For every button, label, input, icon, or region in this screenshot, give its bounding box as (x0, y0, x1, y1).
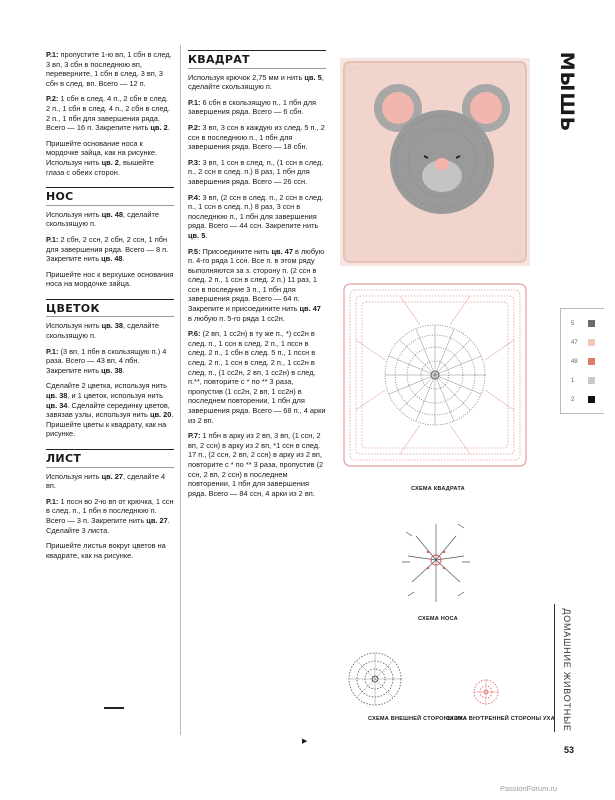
mouse-square-photo (340, 58, 530, 266)
body-paragraph: Р.1: 1 пссн во 2-ю вп от крючка, 1 ссн в след. п., 1 пбн в последнюю п. Всего — 3 п. Закрепите нить цв. 27. Сделайте 3 листа. (46, 496, 174, 535)
section-heading-leaf: ЛИСТ (46, 449, 174, 468)
section-label: ДОМАШНИЕ ЖИВОТНЫЕ (562, 608, 572, 732)
body-paragraph: Используя нить цв. 38, сделайте скользящую п. (46, 321, 159, 341)
body-paragraph: Используя крючок 2,75 мм и нить цв. 5, сделайте скользящую п. (188, 72, 324, 92)
body-paragraph: Сделайте 2 цветка, используя нить цв. 38, и 1 цветок, используя нить цв. 34. Сделайте серединку цветов, завязав узлы, используя нить цв. 20. Пришейте цветы к квадрату, как на рисунке. (46, 381, 174, 439)
article-title: МЫШЬ (556, 51, 578, 133)
page-number: 53 (564, 745, 575, 755)
outer-ear-chart (344, 648, 406, 710)
color-swatch (588, 320, 595, 327)
body-paragraph: Используя нить цв. 27, сделайте 4 вп. (46, 471, 166, 491)
nose-crochet-chart (398, 512, 474, 612)
body-paragraph: Пришейте основание носа к мордочке зайца, как на рисунке. Используя нить цв. 2, вышейте глаза с обеих сторон. (46, 138, 158, 177)
watermark-text: PassionForum.ru (500, 784, 558, 793)
body-paragraph: Р.1: (3 вп, 1 пбн в скользящую п.) 4 раза. Всего — 43 вп, 4 пбн. Закрепите нить цв. 38. (46, 346, 167, 375)
color-swatch (588, 377, 595, 384)
row-instruction: Р.5: Присоедините нить цв. 47 в любую п. 4-го ряда 1 ссн. Все п. в этом ряду выполняются за з. сторону п. (2 ссн в след. 2 п., 1 ссн в след. 2 п.) 11 раз, 1 ссн в последние 3 п., 1 пбн для завершения ряда. Всего — 64 п. Закрепите и присоедините нить цв. 47 в любую п. 5-го ряда 1 сс2н. (188, 246, 325, 323)
yarn-color-legend (560, 308, 604, 414)
color-swatch (588, 339, 595, 346)
caption-outer-ear: СХЕМА ВНЕШНЕЙ СТОРОНЫ УХА (368, 716, 468, 722)
row-instruction: Р.6: (2 вп, 1 сс2н) в ту же п., *) сс2н в след. п., 1 ссн в след. 2 п., 1 пссн в след. 2 п., 1 сбн в след. 5 п., 1 пссн в след. 2 п., 1 ссн в след. 2 п., 1 сс2н в след. п., (1 сс2н, 2 вп, 1 сс2н) в след. п.**, повторите с * по ** 3 раза, пропустив (1 сс2н, 2 вп, 1 сс2н) в последнем повторении, 1 пбн для завершения ряда. Всего — 68 п., 4 арки из 2 вп. (188, 329, 326, 425)
caption-inner-ear: СХЕМА ВНУТРЕННЕЙ СТОРОНЫ УХА (446, 716, 555, 722)
row-instruction: Р.4: 3 вп, (2 ссн в след. п., 2 ссн в след. п., 1 ссн в след. п.) 8 раз, 3 ссн в последнюю п., 1 пбн для завершения ряда. Всего — 44 ссн. Закрепите нить цв. 5. (188, 192, 324, 240)
square-crochet-chart (340, 280, 530, 480)
next-page-arrow: ▶ (302, 738, 308, 745)
body-paragraph: Пришейте нос к верхушке основания носа на мордочке зайца. (46, 269, 174, 289)
legend-entry: 48 (561, 353, 605, 371)
end-mark (104, 707, 124, 709)
body-paragraph: Р.1: 2 сбн, 2 ссн, 2 сбн, 2 ссн, 1 пбн для завершения ряда. Всего — 8 п. Закрепите нить цв. 48. (46, 234, 169, 264)
legend-entry: 47 (561, 334, 605, 352)
row-instruction: Р.2: 3 вп, 3 ссн в каждую из след. 5 п., 2 ссн в последнюю п., 1 пбн для завершения ряда. Всего — 18 сбн. (188, 122, 325, 152)
column-divider (180, 45, 181, 735)
legend-entry: 1 (561, 372, 605, 390)
column-middle (188, 50, 326, 504)
body-paragraph: Используя нить цв. 48, сделайте скользящую п. (46, 209, 159, 229)
section-heading-flower: ЦВЕТОК (46, 299, 174, 318)
row-instruction: Р.3: 3 вп, 1 ссн в след. п., (1 ссн в след. п., 2 ссн в след. п.) 8 раз, 1 пбн для завершения ряда. Всего — 26 ссн. (188, 157, 324, 186)
body-paragraph: Пришейте листья вокруг цветов на квадрате, как на рисунке. (46, 541, 166, 560)
body-paragraph: Р.2: 1 сбн в след. 4 п., 2 сбн в след. 2 п., 1 сбн в след. 4 п., 2 сбн в след. 2 п., 1 пбн для завершения ряда. Всего — 16 п. Закрепите нить цв. 2. (46, 94, 170, 133)
column-left (46, 50, 174, 566)
body-paragraph: Р.1: пропустите 1-ю вп, 1 сбн в след. 3 вп, 3 сбн в последнюю вп, переверните, 1 сбн в след. 3 вп, 3 сбн в след. вп. Всего — 12 п. (46, 50, 172, 88)
section-heading-nose: НОС (46, 187, 174, 206)
legend-entry: 5 (561, 315, 605, 333)
section-heading-square: КВАДРАТ (188, 50, 326, 69)
inner-ear-chart (470, 676, 502, 708)
legend-entry: 2 (561, 391, 605, 409)
row-instruction: Р.7: 1 пбн в арку из 2 вп, 3 вп, (1 ссн, 2 вп, 2 ссн) в арку из 2 вп, *1 ссн в след. 17 п., (2 ссн, 2 вп, 2 ссн) в арку из 2 вп, повторите с * по ** 3 раза, пропустив (2 ссн, 2 вп, 2 ссн) в последнем повторении, 1 пбн для завершения ряда. Всего — 84 ссн, 4 арки из 2 вп. (188, 431, 324, 498)
row-instruction: Р.1: 6 сбн в скользящую п., 1 пбн для завершения ряда. Всего — 6 сбн. (188, 97, 317, 117)
caption-nose-chart: СХЕМА НОСА (418, 616, 458, 622)
side-rule (554, 604, 555, 732)
color-swatch (588, 358, 595, 365)
caption-square-chart: СХЕМА КВАДРАТА (411, 486, 465, 492)
color-swatch (588, 396, 595, 403)
